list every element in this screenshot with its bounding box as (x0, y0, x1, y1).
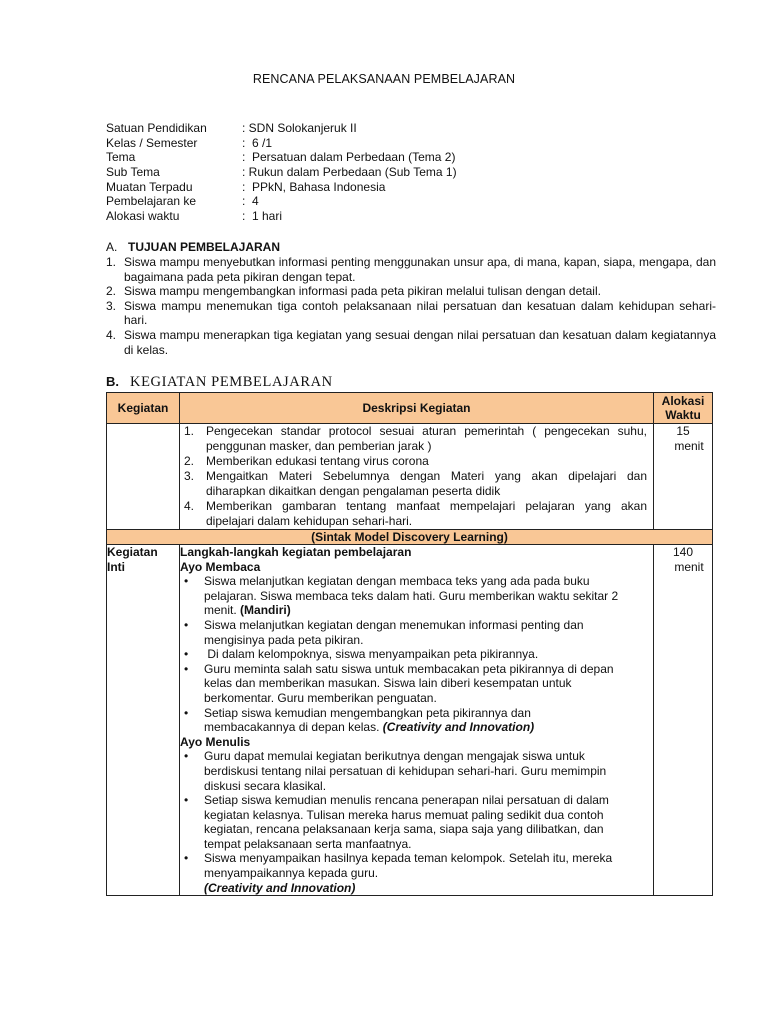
ayo-membaca-heading: Ayo Membaca (180, 559, 261, 574)
header-deskripsi: Deskripsi Kegiatan (180, 393, 654, 424)
item-text: Mengaitkan Materi Sebelumnya dengan Materi yang akan dipelajari dan diharapkan dikaitkan dengan pengalaman peserta didik (206, 469, 647, 498)
info-label: Satuan Pendidikan (106, 121, 207, 135)
item-number: 3. (106, 298, 117, 313)
item-content (204, 706, 653, 735)
list-item (106, 284, 716, 299)
section-heading (106, 239, 716, 255)
sintak-label: (Sintak Model Discovery Learning) (107, 530, 713, 545)
item-number: 1. (106, 255, 117, 269)
info-label: Kelas / Semester (106, 135, 198, 150)
info-label: Muatan Terpadu (106, 179, 193, 194)
section-title: TUJUAN PEMBELAJARAN (128, 240, 281, 254)
info-value: : PPkN, Bahasa Indonesia (242, 179, 386, 194)
info-row (106, 180, 457, 195)
item-text: Siswa mampu menerapkan tiga kegiatan yang sesuai dengan nilai persatuan dan kesatuan dalam kegiatannya di kelas. (124, 327, 716, 357)
info-row (106, 209, 457, 224)
info-row (106, 194, 457, 209)
list-item (180, 662, 653, 706)
list-item (180, 793, 653, 851)
item-emphasis: (Mandiri) (240, 603, 291, 618)
page-title: RENCANA PELAKSANAAN PEMBELAJARAN (252, 72, 516, 86)
cell-kegiatan-empty (107, 424, 180, 530)
ayo-menulis-heading: Ayo Menulis (180, 734, 251, 749)
item-text: Siswa melanjutkan kegiatan dengan menemukan informasi penting dan mengisinya pada peta pikiran. (204, 617, 584, 647)
bullet-icon: • (184, 617, 189, 632)
info-value: : 1 hari (242, 209, 283, 224)
item-text: Guru meminta salah satu siswa untuk membacakan peta pikirannya di depan kelas dan memberikan masukan. Siswa lain diberi kesempatan untuk berkomentar. Guru memberikan penguatan. (204, 661, 614, 705)
list-item (180, 574, 653, 618)
info-value: : Persatuan dalam Perbedaan (Tema 2) (242, 150, 456, 165)
cell-inti-label (107, 545, 180, 896)
table-row-inti (107, 545, 713, 896)
bullet-icon: • (184, 647, 189, 662)
item-text: Siswa mampu menyebutkan informasi penting menggunakan unsur apa, di mana, kapan, siapa, mengapa, dan bagaimana pada peta pikiran dengan tepat. (124, 255, 716, 284)
item-text: Memberikan edukasi tentang virus corona (206, 454, 429, 468)
bullet-icon: • (184, 793, 189, 808)
section-kegiatan-heading (106, 374, 333, 391)
bullet-icon: • (184, 574, 189, 589)
item-number: 1. (184, 424, 195, 438)
objective-list (106, 255, 716, 357)
item-text: Siswa mampu mengembangkan informasi pada peta pikiran melalui tulisan dengan detail. (124, 284, 601, 299)
cell-inti-deskripsi (180, 545, 654, 896)
header-alokasi (654, 393, 713, 424)
item-text: Siswa melanjutkan kegiatan dengan membaca teks yang ada pada buku pelajaran. Siswa membaca teks dalam hati. Guru memberikan waktu sekitar 2 menit. (204, 574, 619, 618)
table-row-sintak (107, 530, 713, 545)
item-text: Setiap siswa kemudian mengembangkan peta pikirannya dan membacakannya di depan kelas. (204, 705, 531, 735)
cell-inti-waktu (654, 545, 713, 896)
info-value: : 4 (242, 194, 259, 209)
list-item (180, 749, 653, 793)
list-item (106, 328, 716, 357)
info-row (106, 136, 457, 151)
item-text: Memberikan gambaran tentang manfaat mempelajari pelajaran yang akan dipelajari dalam kehidupan sehari-hari. (206, 499, 647, 528)
pendahuluan-list (180, 424, 653, 529)
bullet-icon: • (184, 705, 189, 720)
waktu-value: 140 (672, 545, 694, 559)
list-item (180, 706, 653, 735)
waktu-unit: menit (674, 559, 704, 574)
item-text: Siswa mampu menemukan tiga contoh pelaksanaan nilai persatuan dan kesatuan dalam kehidupan sehari-hari. (124, 298, 716, 328)
item-emphasis: (Creativity and Innovation) (382, 720, 535, 735)
list-item (184, 424, 647, 454)
item-text: Pengecekan standar protocol sesuai aturan pemerintah ( pengecekan suhu, penggunan masker, dan pemberian jarak ) (206, 424, 647, 453)
cell-pendahuluan-deskripsi (180, 424, 654, 530)
waktu-value: 15 (676, 424, 690, 438)
list-item (180, 647, 653, 662)
info-row (106, 150, 457, 165)
kegiatan-table (106, 392, 713, 896)
list-item (184, 469, 647, 499)
section-letter: A. (106, 240, 118, 254)
list-item (106, 255, 716, 284)
header-alokasi-line2: Waktu (665, 408, 701, 422)
info-value: : 6 /1 (242, 135, 273, 150)
item-text: Di dalam kelompoknya, siswa menyampaikan peta pikirannya. (204, 647, 539, 662)
info-label: Tema (106, 150, 136, 165)
header-kegiatan: Kegiatan (107, 393, 180, 424)
list-item (180, 851, 653, 880)
langkah-heading: Langkah-langkah kegiatan pembelajaran (180, 545, 412, 559)
menulis-list (180, 749, 653, 880)
item-text: Siswa menyampaikan hasilnya kepada teman kelompok. Setelah itu, mereka menyampaikannya kepada guru. (204, 851, 613, 881)
bullet-icon: • (184, 661, 189, 676)
bullet-icon: • (184, 749, 189, 764)
closing-emphasis: (Creativity and Innovation) (204, 880, 356, 895)
bullet-icon: • (184, 851, 189, 866)
membaca-list (180, 574, 653, 735)
cell-pendahuluan-waktu (654, 424, 713, 530)
info-label: Pembelajaran ke (106, 194, 197, 209)
info-row (106, 165, 457, 180)
table-header-row (107, 393, 713, 424)
header-alokasi-line1: Alokasi (661, 394, 705, 408)
info-value: : SDN Solokanjeruk II (242, 121, 357, 135)
inti-label-line2: Inti (107, 559, 125, 574)
info-row (106, 121, 457, 136)
item-content (204, 574, 653, 618)
item-number: 2. (106, 284, 117, 299)
list-item (184, 499, 647, 529)
info-label: Alokasi waktu (106, 209, 180, 224)
table-row-pendahuluan (107, 424, 713, 530)
section-tujuan (106, 239, 716, 357)
info-label: Sub Tema (106, 165, 160, 180)
list-item (180, 618, 653, 647)
section-title: KEGIATAN PEMBELAJARAN (130, 374, 333, 390)
item-number: 3. (184, 469, 195, 483)
item-text: Guru dapat memulai kegiatan berikutnya dengan mengajak siswa untuk berdiskusi tentang nilai persatuan di kehidupan sehari-hari. Guru memimpin diskusi secara klasikal. (204, 749, 607, 793)
inti-label-line1: Kegiatan (107, 545, 158, 559)
item-number: 4. (106, 327, 117, 342)
item-number: 2. (184, 454, 195, 468)
item-number: 4. (184, 499, 195, 513)
info-value: : Rukun dalam Perbedaan (Sub Tema 1) (242, 165, 457, 180)
list-item (184, 454, 647, 469)
list-item (106, 299, 716, 328)
section-letter: B. (106, 374, 119, 389)
item-text: Setiap siswa kemudian menulis rencana penerapan nilai persatuan di dalam kegiatan kelasnya. Tulisan mereka harus memuat paling sedikit dua contoh kegiatan, rencana pelaksanaan kerja sama, siapa saja yang dilibatkan, dan tempat pelaksanaan serta manfaatnya. (204, 793, 609, 851)
identity-block (106, 121, 457, 224)
waktu-unit: menit (674, 438, 704, 453)
